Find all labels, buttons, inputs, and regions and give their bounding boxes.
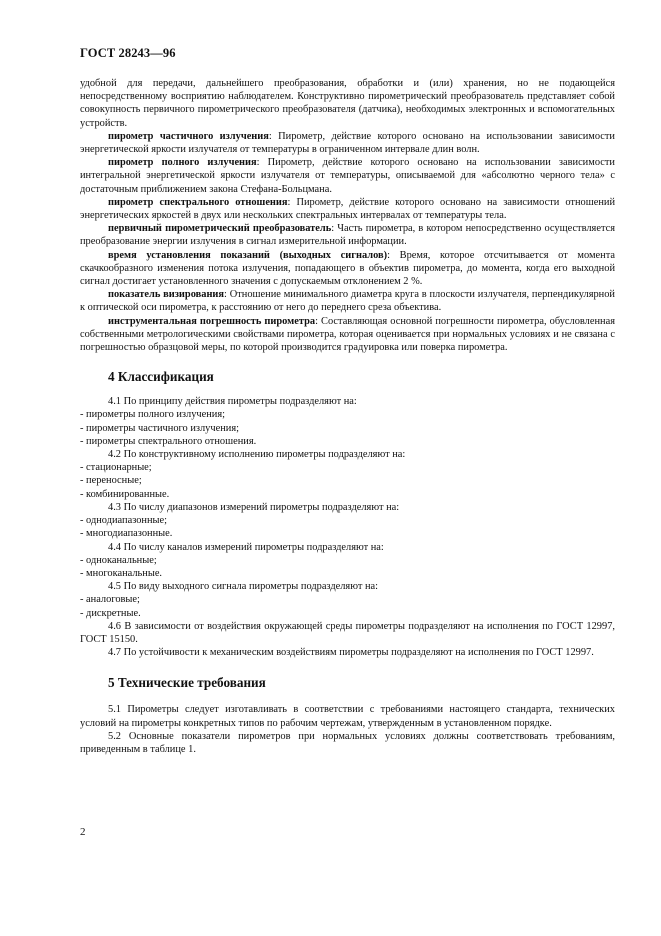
clause-4-4: 4.4 По числу каналов измерений пирометры подразделяют на: [108, 541, 384, 553]
list-item: - пирометры частичного излучения; [80, 422, 239, 434]
definition-term: пирометр полного излучения [108, 157, 257, 169]
list-item: - дискретные. [80, 607, 141, 619]
definition-sighting-index [80, 288, 615, 314]
list-item: - переносные; [80, 475, 142, 487]
definition-term: пирометр спектрального отношения [108, 196, 288, 208]
definition-term: время установления показаний (выходных сигналов) [108, 249, 388, 261]
clause-4-7: 4.7 По устойчивости к механическим воздействиям пирометры подразделяют на исполнения по ГОСТ 12997. [108, 647, 594, 659]
page-number: 2 [80, 826, 86, 838]
definition-partial-radiation [80, 130, 615, 156]
definition-settling-time [80, 249, 615, 289]
definition-text: : Пирометр, действие которого основано на использовании зависимости интегральной энергетической яркости излучателя от температуры, описываемой для «абсолютно черного тела» с достаточным приближением закона Стефана-Больцмана. [80, 157, 615, 195]
definition-total-radiation [80, 156, 615, 196]
definition-term: показатель визирования [108, 289, 225, 301]
definition-text: : Часть пирометра, в котором непосредственно осуществляется преобразование энергии излучения в сигнал измерительной информации. [80, 223, 615, 248]
definition-term: пирометр частичного излучения [108, 130, 269, 142]
list-item: - стационарные; [80, 462, 152, 474]
definition-text: : Время, которое отсчитывается от момента скачкообразного изменения потока излучения, попадающего в объектив пирометра, до момента, когда его выходной сигнал достигает установленного значения с допускаемым отклонением 2 %. [80, 249, 615, 288]
page-content [80, 77, 615, 756]
list-item: - многоканальные. [80, 567, 163, 579]
definition-text: : Пирометр, действие которого основано на использовании зависимости энергетической яркости излучателя от температуры в ограниченном интервале длин волн. [80, 130, 615, 156]
clause-4-2: 4.2 По конструктивному исполнению пирометры подразделяют на: [108, 449, 406, 461]
clause-4-5: 4.5 По виду выходного сигнала пирометры подразделяют на: [108, 581, 379, 593]
clause-5-2: 5.2 Основные показатели пирометров при нормальных условиях должны соответствовать требованиям, приведенным в таблице 1. [80, 730, 615, 755]
list-item: - многодиапазонные. [80, 528, 173, 540]
list-item: - пирометры полного излучения; [80, 409, 226, 421]
document-header: ГОСТ 28243—96 [80, 46, 176, 60]
definition-text: : Отношение минимального диаметра круга в плоскости излучателя, перпендикулярной к оптической оси пирометра, к расстоянию от него до переднего среза объектива. [80, 289, 615, 314]
list-item: - пирометры спектрального отношения. [80, 435, 257, 447]
definition-term: инструментальная погрешность пирометра [108, 315, 316, 327]
definition-term: первичный пирометрический преобразователь [108, 223, 332, 235]
intro-paragraph: удобной для передачи, дальнейшего преобразования, обработки и (или) хранения, но не подающейся непосредственному восприятию наблюдателем. Конструктивно пирометрический преобразователь представляет собой совокупность первичного пирометрического преобразователя (датчика), необходимых электронных и вспомогательных устройств. [80, 78, 615, 129]
clause-5-1: 5.1 Пирометры следует изготавливать в соответствии с требованиями настоящего стандарта, технических условий на пирометры конкретных типов по рабочим чертежам, утвержденным в установленном порядке. [80, 704, 615, 729]
clause-4-6: 4.6 В зависимости от воздействия окружающей среды пирометры подразделяют на исполнения по ГОСТ 12997, ГОСТ 15150. [80, 620, 615, 645]
list-item: - комбинированные. [80, 488, 170, 500]
section-5-heading: 5 Технические требования [108, 675, 266, 691]
list-item: - однодиапазонные; [80, 515, 168, 527]
clause-4-3: 4.3 По числу диапазонов измерений пирометры подразделяют на: [108, 501, 400, 513]
definition-spectral-ratio [80, 196, 615, 222]
section-4-heading: 4 Классификация [108, 369, 214, 385]
definition-instrumental-error [80, 315, 615, 355]
list-item: - одноканальные; [80, 554, 157, 566]
definition-text: : Пирометр, действие которого основано на зависимости отношений энергетических яркостей в двух или нескольких спектральных интервалах от температуры тела. [80, 196, 616, 222]
definition-primary-converter [80, 222, 615, 248]
definition-text: : Составляющая основной погрешности пирометра, обусловленная собственными метрологическими свойствами пирометра, которая оценивается при нормальных условиях и не связана с погрешностью образцовой меры, по которой производится градуировка или поверка пирометра. [80, 315, 615, 354]
clause-4-1: 4.1 По принципу действия пирометры подразделяют на: [108, 396, 357, 408]
list-item: - аналоговые; [80, 594, 140, 606]
